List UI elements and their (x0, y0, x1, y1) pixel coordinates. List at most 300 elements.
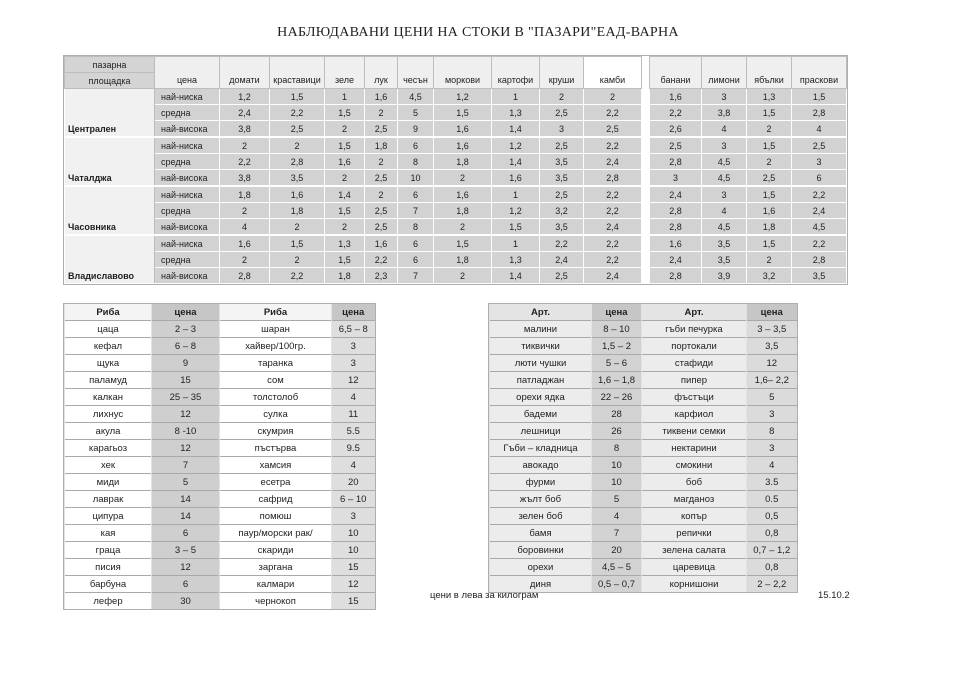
item-price-cell: 10 (332, 525, 375, 542)
fish-price-row (65, 440, 375, 457)
item-price-cell: 1,5 – 2 (592, 338, 642, 355)
product-column-header: праскови (792, 57, 847, 89)
price-value-cell: 3,5 (792, 268, 847, 284)
item-name-cell: пъстърва (220, 440, 332, 457)
market-corner-line1: пазарна (65, 57, 155, 73)
price-value-cell: 1,6 (650, 89, 702, 105)
price-value-cell: 3,5 (540, 170, 584, 187)
price-value-cell: 2,5 (584, 121, 642, 138)
price-value-cell: 1 (492, 186, 540, 203)
fish-prices-table (64, 304, 375, 609)
column-header: Арт. (490, 304, 592, 321)
fish-price-row (65, 542, 375, 559)
price-value-cell: 2,4 (584, 268, 642, 284)
item-price-cell: 2 – 3 (152, 321, 220, 338)
item-name-cell: стафиди (642, 355, 747, 372)
price-value-cell: 2 (325, 219, 365, 236)
price-value-cell: 4 (702, 203, 747, 219)
spacer-cell (642, 154, 650, 170)
item-price-cell: 10 (592, 474, 642, 491)
price-value-cell: 1,6 (365, 89, 398, 105)
fish-price-row (65, 321, 375, 338)
product-column-header: зеле (325, 57, 365, 89)
fish-price-row (65, 457, 375, 474)
price-value-cell: 1,3 (747, 89, 792, 105)
price-value-cell: 3 (792, 154, 847, 170)
price-value-cell: 3 (702, 89, 747, 105)
item-name-cell: калкан (65, 389, 152, 406)
price-value-cell: 2 (220, 203, 270, 219)
item-name-cell: шаран (220, 321, 332, 338)
item-price-cell: 14 (152, 491, 220, 508)
price-value-cell: 2 (434, 170, 492, 187)
price-value-cell: 1,2 (492, 203, 540, 219)
price-value-cell: 2 (220, 137, 270, 154)
price-value-cell: 1,5 (325, 203, 365, 219)
price-value-cell: 1,5 (492, 219, 540, 236)
item-name-cell: нектарини (642, 440, 747, 457)
column-header: Арт. (642, 304, 747, 321)
price-value-cell: 4,5 (398, 89, 434, 105)
price-value-cell: 2 (540, 89, 584, 105)
price-value-cell: 1,5 (270, 235, 325, 252)
item-price-cell: 15 (152, 372, 220, 389)
product-column-header: банани (650, 57, 702, 89)
price-type-label: най-висока (155, 170, 220, 187)
price-value-cell: 2,4 (792, 203, 847, 219)
price-type-label: средна (155, 105, 220, 121)
price-value-cell: 1,2 (492, 137, 540, 154)
price-value-cell: 1,3 (325, 235, 365, 252)
item-name-cell: скумрия (220, 423, 332, 440)
market-table-body (65, 57, 847, 284)
price-value-cell: 2 (434, 268, 492, 284)
price-value-cell: 2,2 (220, 154, 270, 170)
fish-price-row (65, 355, 375, 372)
item-price-cell: 3 – 5 (152, 542, 220, 559)
item-name-cell: помюш (220, 508, 332, 525)
price-value-cell: 3 (702, 137, 747, 154)
item-price-cell: 12 (152, 440, 220, 457)
price-value-cell: 1,6 (747, 203, 792, 219)
item-price-cell: 4 (592, 508, 642, 525)
goods-price-row (490, 457, 797, 474)
price-type-label: най-висока (155, 121, 220, 138)
item-price-cell: 3 (747, 406, 797, 423)
item-name-cell: орехи (490, 559, 592, 576)
fish-price-row (65, 491, 375, 508)
date-label: 15.10.2 (818, 590, 850, 601)
price-value-cell: 2,3 (365, 268, 398, 284)
price-value-cell: 1,4 (492, 154, 540, 170)
item-price-cell: 6 – 10 (332, 491, 375, 508)
goods-table-body (490, 304, 797, 592)
price-value-cell: 2,5 (540, 268, 584, 284)
item-price-cell: 20 (592, 542, 642, 559)
item-price-cell: 8 -10 (152, 423, 220, 440)
price-value-cell: 8 (398, 154, 434, 170)
price-value-cell: 2 (365, 105, 398, 121)
price-value-cell: 1,5 (325, 137, 365, 154)
price-value-cell: 2,5 (270, 121, 325, 138)
fish-price-row (65, 474, 375, 491)
item-price-cell: 4 (332, 457, 375, 474)
spacer-cell (642, 268, 650, 284)
item-name-cell: хайвер/100гр. (220, 338, 332, 355)
price-value-cell: 2,5 (365, 170, 398, 187)
item-price-cell: 3 (332, 338, 375, 355)
item-name-cell: хамсия (220, 457, 332, 474)
item-name-cell: сом (220, 372, 332, 389)
market-price-row (65, 235, 847, 252)
market-group-label: Часовника (65, 186, 155, 235)
price-value-cell: 3,5 (540, 154, 584, 170)
price-value-cell: 4,5 (702, 170, 747, 187)
price-value-cell: 2 (270, 219, 325, 236)
item-name-cell: калмари (220, 576, 332, 593)
item-name-cell: акула (65, 423, 152, 440)
price-value-cell: 1,8 (365, 137, 398, 154)
price-value-cell: 6 (792, 170, 847, 187)
price-value-cell: 2,2 (584, 252, 642, 268)
item-price-cell: 4,5 – 5 (592, 559, 642, 576)
item-price-cell: 12 (152, 406, 220, 423)
item-price-cell: 5 (152, 474, 220, 491)
item-name-cell: смокини (642, 457, 747, 474)
price-value-cell: 2,4 (584, 219, 642, 236)
item-name-cell: репички (642, 525, 747, 542)
item-name-cell: бамя (490, 525, 592, 542)
item-price-cell: 12 (747, 355, 797, 372)
column-header: цена (152, 304, 220, 321)
market-price-row (65, 252, 847, 268)
fish-price-row (65, 559, 375, 576)
goods-price-row (490, 389, 797, 406)
price-value-cell: 2 (365, 186, 398, 203)
item-price-cell: 26 (592, 423, 642, 440)
price-type-label: най-ниска (155, 186, 220, 203)
price-value-cell: 2,2 (270, 268, 325, 284)
goods-price-row (490, 474, 797, 491)
item-price-cell: 30 (152, 593, 220, 610)
price-type-label: най-висока (155, 268, 220, 284)
page-title: НАБЛЮДАВАНИ ЦЕНИ НА СТОКИ В "ПАЗАРИ"ЕАД-ВАРНА (277, 25, 679, 40)
item-name-cell: тиквени семки (642, 423, 747, 440)
item-name-cell: миди (65, 474, 152, 491)
item-price-cell: 6,5 – 8 (332, 321, 375, 338)
price-value-cell: 1,2 (220, 89, 270, 105)
price-value-cell: 3,5 (702, 235, 747, 252)
item-name-cell: граца (65, 542, 152, 559)
item-name-cell: лихнус (65, 406, 152, 423)
spacer-cell (642, 219, 650, 236)
item-price-cell: 10 (592, 457, 642, 474)
market-price-row (65, 154, 847, 170)
goods-price-row (490, 338, 797, 355)
item-price-cell: 0.5 (747, 491, 797, 508)
price-value-cell: 1,5 (270, 89, 325, 105)
price-value-cell: 1,5 (325, 105, 365, 121)
price-value-cell: 2,5 (540, 105, 584, 121)
goods-price-row (490, 542, 797, 559)
item-name-cell: диня (490, 576, 592, 593)
item-name-cell: бадеми (490, 406, 592, 423)
price-value-cell: 2,8 (650, 219, 702, 236)
item-price-cell: 12 (152, 559, 220, 576)
column-header: Риба (220, 304, 332, 321)
item-price-cell: 9.5 (332, 440, 375, 457)
item-name-cell: малини (490, 321, 592, 338)
market-price-row (65, 137, 847, 154)
goods-price-row (490, 355, 797, 372)
item-name-cell: орехи ядка (490, 389, 592, 406)
item-name-cell: зелена салата (642, 542, 747, 559)
price-value-cell: 1,5 (747, 105, 792, 121)
product-column-header: ябълки (747, 57, 792, 89)
item-name-cell: портокали (642, 338, 747, 355)
price-value-cell: 1,8 (434, 203, 492, 219)
item-name-cell: барбуна (65, 576, 152, 593)
price-value-cell: 2 (325, 170, 365, 187)
product-column-header: краставици (270, 57, 325, 89)
market-group-label: Владиславово (65, 235, 155, 284)
item-name-cell: авокадо (490, 457, 592, 474)
price-value-cell: 3,8 (702, 105, 747, 121)
item-price-cell: 1,6– 2,2 (747, 372, 797, 389)
price-value-cell: 2 (270, 252, 325, 268)
item-name-cell: магданоз (642, 491, 747, 508)
price-value-cell: 3 (702, 186, 747, 203)
price-value-cell: 1,6 (220, 235, 270, 252)
price-value-cell: 2 (747, 121, 792, 138)
goods-price-row (490, 508, 797, 525)
item-name-cell: жълт боб (490, 491, 592, 508)
fish-table-body (65, 304, 375, 609)
item-price-cell: 3.5 (747, 474, 797, 491)
price-value-cell: 2,2 (584, 186, 642, 203)
goods-price-row (490, 406, 797, 423)
price-value-cell: 4,5 (702, 219, 747, 236)
goods-price-row (490, 423, 797, 440)
price-value-cell: 2,8 (650, 268, 702, 284)
price-value-cell: 2,2 (792, 235, 847, 252)
price-value-cell: 3,5 (540, 219, 584, 236)
item-price-cell: 10 (332, 542, 375, 559)
goods-price-row (490, 321, 797, 338)
market-price-row (65, 268, 847, 284)
price-value-cell: 1,8 (747, 219, 792, 236)
item-price-cell: 12 (332, 576, 375, 593)
item-name-cell: карфиол (642, 406, 747, 423)
price-type-label: най-ниска (155, 137, 220, 154)
price-value-cell: 2,4 (650, 252, 702, 268)
item-price-cell: 4 (332, 389, 375, 406)
price-value-cell: 1,5 (747, 235, 792, 252)
price-value-cell: 2 (325, 121, 365, 138)
price-type-label: средна (155, 203, 220, 219)
price-value-cell: 6 (398, 235, 434, 252)
item-name-cell: фурми (490, 474, 592, 491)
spacer-cell (642, 235, 650, 252)
column-header: цена (592, 304, 642, 321)
price-value-cell: 1,8 (434, 252, 492, 268)
item-name-cell: щука (65, 355, 152, 372)
fish-price-row (65, 423, 375, 440)
price-value-cell: 2 (365, 154, 398, 170)
item-price-cell: 0,5 (747, 508, 797, 525)
market-price-row (65, 170, 847, 187)
fish-price-row (65, 338, 375, 355)
price-value-cell: 2,2 (540, 235, 584, 252)
price-value-cell: 1,6 (434, 121, 492, 138)
price-value-cell: 3 (540, 121, 584, 138)
price-value-cell: 2,5 (792, 137, 847, 154)
price-value-cell: 1,5 (747, 186, 792, 203)
price-type-label: най-ниска (155, 235, 220, 252)
item-name-cell: чернокоп (220, 593, 332, 610)
market-prices-table (64, 56, 847, 284)
price-value-cell: 1,6 (434, 137, 492, 154)
price-value-cell: 1,5 (325, 252, 365, 268)
spacer-cell (642, 203, 650, 219)
fish-prices-table-wrap (63, 303, 376, 610)
price-value-cell: 2 (584, 89, 642, 105)
item-name-cell: ципура (65, 508, 152, 525)
price-value-cell: 1,6 (492, 170, 540, 187)
item-price-cell: 0,8 (747, 559, 797, 576)
price-value-cell: 1 (492, 89, 540, 105)
price-value-cell: 9 (398, 121, 434, 138)
price-value-cell: 1,3 (492, 252, 540, 268)
fish-price-row (65, 593, 375, 610)
spacer-cell (642, 186, 650, 203)
price-value-cell: 2,4 (540, 252, 584, 268)
price-value-cell: 4 (220, 219, 270, 236)
item-price-cell: 3 – 3,5 (747, 321, 797, 338)
price-value-cell: 2 (747, 154, 792, 170)
goods-price-row (490, 491, 797, 508)
item-price-cell: 7 (152, 457, 220, 474)
units-note: цени в лева за килограм (430, 590, 539, 601)
column-header: цена (332, 304, 375, 321)
item-name-cell: хек (65, 457, 152, 474)
price-value-cell: 1,6 (365, 235, 398, 252)
price-value-cell: 1,4 (492, 268, 540, 284)
item-name-cell: боровинки (490, 542, 592, 559)
price-value-cell: 1,4 (492, 121, 540, 138)
item-name-cell: писия (65, 559, 152, 576)
item-price-cell: 0,8 (747, 525, 797, 542)
price-value-cell: 2 (270, 137, 325, 154)
price-value-cell: 3,2 (747, 268, 792, 284)
price-value-cell: 3,9 (702, 268, 747, 284)
price-type-label: средна (155, 154, 220, 170)
market-price-row (65, 219, 847, 236)
market-corner-line2: площадка (65, 73, 155, 89)
price-value-cell: 3,5 (270, 170, 325, 187)
product-column-header: круши (540, 57, 584, 89)
price-value-cell: 4,5 (792, 219, 847, 236)
item-price-cell: 22 – 26 (592, 389, 642, 406)
item-price-cell: 14 (152, 508, 220, 525)
item-name-cell: патладжан (490, 372, 592, 389)
goods-price-row (490, 372, 797, 389)
price-value-cell: 1,4 (325, 186, 365, 203)
price-value-cell: 2,8 (792, 105, 847, 121)
market-price-row (65, 89, 847, 105)
price-value-cell: 1,6 (325, 154, 365, 170)
price-value-cell: 2,2 (650, 105, 702, 121)
product-column-header: лимони (702, 57, 747, 89)
price-value-cell: 2,5 (650, 137, 702, 154)
price-value-cell: 2,2 (365, 252, 398, 268)
price-value-cell: 1 (325, 89, 365, 105)
product-column-header: картофи (492, 57, 540, 89)
item-price-cell: 4 (747, 457, 797, 474)
item-price-cell: 15 (332, 593, 375, 610)
product-column-header: камби (584, 57, 642, 89)
price-value-cell: 6 (398, 252, 434, 268)
price-value-cell: 2,5 (365, 121, 398, 138)
product-column-header: моркови (434, 57, 492, 89)
item-name-cell: кая (65, 525, 152, 542)
spacer-cell (642, 57, 650, 89)
item-price-cell: 12 (332, 372, 375, 389)
item-name-cell: зелен боб (490, 508, 592, 525)
goods-price-row (490, 525, 797, 542)
price-value-cell: 2,5 (540, 186, 584, 203)
price-value-cell: 4 (792, 121, 847, 138)
item-price-cell: 5 – 6 (592, 355, 642, 372)
item-name-cell: копър (642, 508, 747, 525)
item-name-cell: царевица (642, 559, 747, 576)
item-price-cell: 28 (592, 406, 642, 423)
spacer-cell (642, 105, 650, 121)
column-header: цена (747, 304, 797, 321)
price-value-cell: 1,5 (747, 137, 792, 154)
item-price-cell: 3 (747, 440, 797, 457)
price-value-cell: 2,8 (220, 268, 270, 284)
price-value-cell: 2,2 (584, 137, 642, 154)
spacer-cell (642, 170, 650, 187)
item-price-cell: 0,5 – 0,7 (592, 576, 642, 593)
goods-price-row (490, 440, 797, 457)
item-name-cell: таранка (220, 355, 332, 372)
item-price-cell: 9 (152, 355, 220, 372)
spacer-cell (642, 89, 650, 105)
price-value-cell: 2,6 (650, 121, 702, 138)
spacer-cell (642, 121, 650, 138)
item-name-cell: лешници (490, 423, 592, 440)
goods-prices-table (489, 304, 797, 592)
fish-price-row (65, 389, 375, 406)
market-price-row (65, 121, 847, 138)
item-name-cell: люти чушки (490, 355, 592, 372)
item-price-cell: 3 (332, 508, 375, 525)
market-price-row (65, 105, 847, 121)
price-value-cell: 6 (398, 137, 434, 154)
market-group-label: Чаталджа (65, 137, 155, 186)
item-price-cell: 5 (747, 389, 797, 406)
market-prices-table-wrap (63, 55, 848, 285)
item-price-cell: 15 (332, 559, 375, 576)
price-value-cell: 2,5 (365, 219, 398, 236)
item-price-cell: 2 – 2,2 (747, 576, 797, 593)
price-value-cell: 2,8 (270, 154, 325, 170)
fish-price-row (65, 525, 375, 542)
price-value-cell: 1,8 (434, 154, 492, 170)
price-value-cell: 1,8 (270, 203, 325, 219)
